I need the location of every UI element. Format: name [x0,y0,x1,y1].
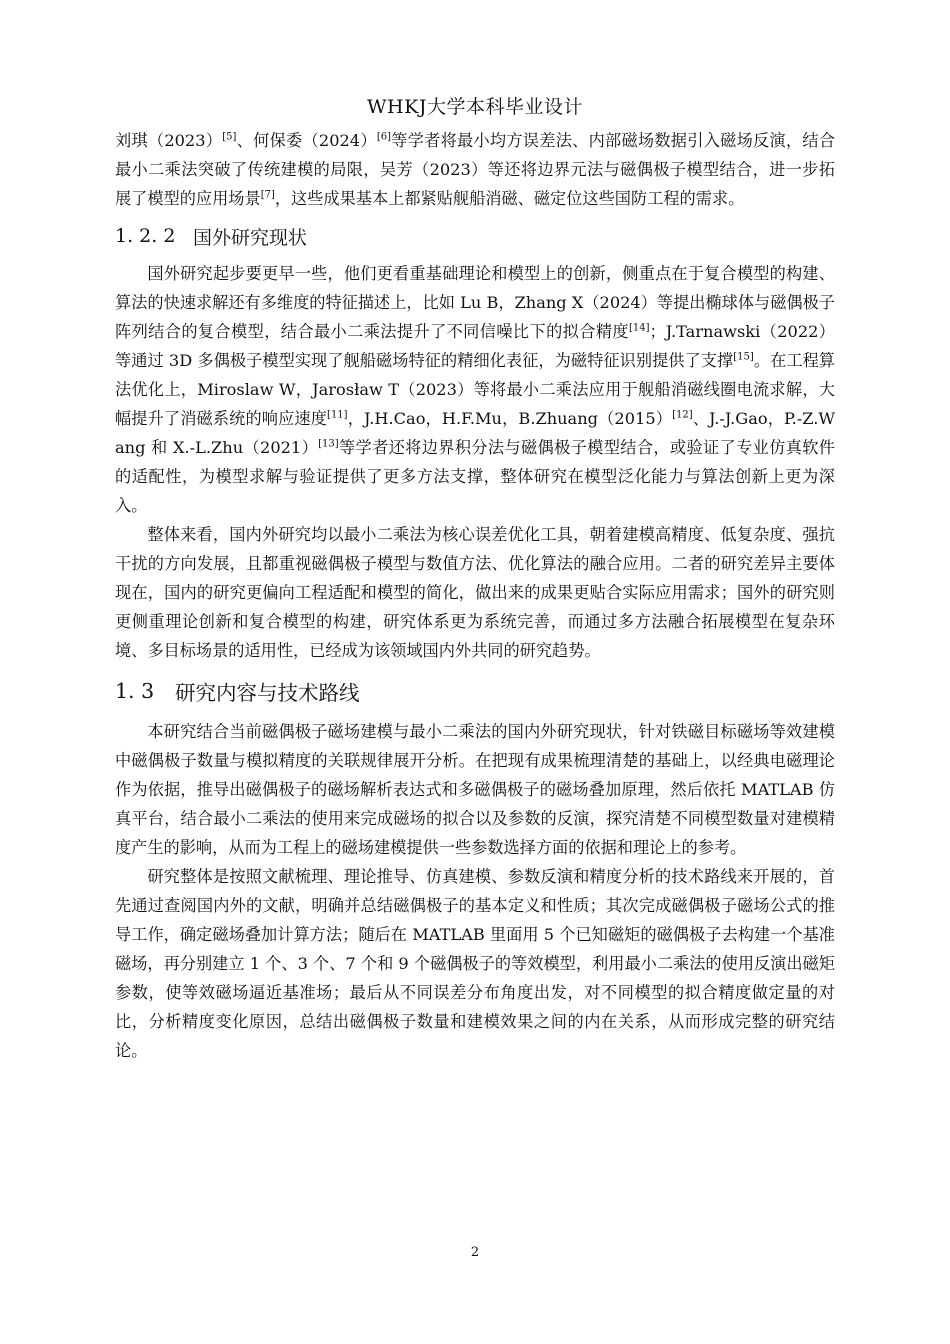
paragraph-research-content: 本研究结合当前磁偶极子磁场建模与最小二乘法的国内外研究现状，针对铁磁目标磁场等效建模中磁偶极子数量与模拟精度的关联规律展开分析。在把现有成果梳理清楚的基础上，以经典电磁理论作为依据，推导出磁偶极子的磁场解析表达式和多磁偶极子的磁场叠加原理，然后依托 MATLAB 仿真平台，结合最小二乘法的使用来完成磁场的拟合以及参数的反演，探究清楚不同模型数量对建模精度产生的影响，从而为工程上的磁场建模提供一些参数选择方面的依据和理论上的参考。 [115,722,835,857]
citation: [5] [222,131,237,143]
paragraph-foreign-research: 国外研究起步要更早一些，他们更看重基础理论和模型上的创新，侧重点在于复合模型的构建、算法的快速求解还有多维度的特征描述上，比如 Lu B，Zhang X（2024）等提出椭球体与磁偶极子阵列结合的复合模型，结合最小二乘法提升了不同信噪比下的拟合精度[14]；J.Tarnawski（2022）等通过 3D 多偶极子模型实现了舰船磁场特征的精细化表征，为磁特征识别提供了支撑[15]。在工程算法优化上，Miroslaw W，Jarosław T（2023）等将最小二乘法应用于舰船消磁线圈电流求解，大幅提升了消磁系统的响应速度[11]，J.H.Cao，H.F.Mu，B.Zhuang（2015）[12]、J.-J.Gao，P.-Z.Wang 和 X.-L.Zhu（2021）[13]等学者还将边界积分法与磁偶极子模型结合，或验证了专业仿真软件的适配性，为模型求解与验证提供了更多方法支撑，整体研究在模型泛化能力与算法创新上更为深入。 [115,264,836,515]
citation: [12] [672,409,693,421]
section-number: 1. 2. 2 [115,225,176,247]
running-header: WHKJ大学本科毕业设计 [367,96,583,118]
paragraph-domestic-summary: 刘琪（2023）[5]、何保委（2024）[6]等学者将最小均方误差法、内部磁场数据引入磁场反演，结合最小二乘法突破了传统建模的局限，吴芳（2023）等还将边界元法与磁偶极子模型结合，进一步拓展了模型的应用场景[7]，这些成果基本上都紧贴舰船消磁、磁定位这些国防工程的需求。 [115,131,836,208]
section-number: 1. 3 [115,679,155,703]
citation: [6] [376,131,391,143]
section-heading-1-2-2 [115,213,835,259]
page-number: 2 [470,1245,480,1260]
citation: [13] [318,438,339,450]
paragraph-technical-route: 研究整体是按照文献梳理、理论推导、仿真建模、参数反演和精度分析的技术路线来开展的，首先通过查阅国内外的文献，明确并总结磁偶极子的基本定义和性质；其次完成磁偶极子磁场公式的推导工作，确定磁场叠加计算方法；随后在 MATLAB 里面用 5 个已知磁矩的磁偶极子去构建一个基准磁场，再分别建立 1 个、3 个、7 个和 9 个磁偶极子的等效模型，利用最小二乘法的使用反演出磁矩参数，使等效磁场逼近基准场；最后从不同误差分布角度出发，对不同模型的拟合精度做定量的对比，分析精度变化原因，总结出磁偶极子数量和建模效果之间的内在关系，从而形成完整的研究结论。 [115,867,835,1060]
page-content [115,126,835,1065]
citation: [7] [260,189,275,201]
paragraph-overall-comparison: 整体来看，国内外研究均以最小二乘法为核心误差优化工具，朝着建模高精度、低复杂度、强抗干扰的方向发展，且都重视磁偶极子模型与数值方法、优化算法的融合应用。二者的研究差异主要体现在，国内的研究更偏向工程适配和模型的简化，做出来的成果更贴合实际应用需求；国外的研究则更侧重理论创新和复合模型的构建，研究体系更为系统完善，而通过多方法融合拓展模型在复杂环境、多目标场景的适用性，已经成为该领域国内外共同的研究趋势。 [115,525,835,660]
citation: [14] [629,322,650,334]
citation: [15] [733,351,754,363]
citation: [11] [327,409,348,421]
section-title: 国外研究现状 [193,226,308,249]
section-heading-1-3 [115,665,835,717]
section-title: 研究内容与技术路线 [175,681,360,705]
